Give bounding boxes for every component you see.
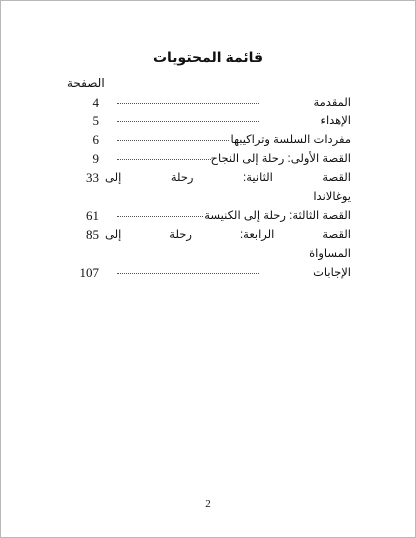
toc-entry[interactable] (63, 171, 351, 185)
toc-entry-continuation: يوغالاندا (313, 191, 351, 203)
toc-page-number: 4 (92, 95, 99, 110)
toc-page-number: 61 (86, 208, 99, 223)
toc-entry-label: القصة الرابعة: رحلة إلى (105, 229, 351, 241)
toc-entry-label: القصة الأولى: رحلة إلى النجاح (210, 153, 351, 165)
dot-leader (117, 273, 259, 274)
toc-entry[interactable] (63, 228, 351, 242)
toc-entry-label: مفردات السلسة وتراكيبها (230, 134, 351, 146)
toc-title: قائمة المحتويات (152, 49, 264, 65)
toc-entry[interactable] (63, 209, 351, 223)
toc-entry[interactable] (63, 96, 351, 110)
toc-page-number: 107 (79, 265, 99, 280)
toc-page-number: 85 (86, 227, 99, 242)
page-column-label: الصفحة (67, 76, 105, 90)
dot-leader (117, 103, 259, 104)
toc-entry[interactable] (63, 133, 351, 147)
toc-entry-label: الإجابات (313, 267, 351, 279)
toc-entry-label: القصة الثانية: رحلة إلى (105, 172, 351, 184)
toc-entry-label: القصة الثالثة: رحلة إلى الكنيسة (204, 210, 351, 222)
toc-entry-label: الإهداء (320, 115, 351, 127)
toc-entry[interactable] (63, 114, 351, 128)
toc-page-number: 33 (86, 170, 99, 185)
toc-entry[interactable] (63, 152, 351, 166)
dot-leader (117, 121, 259, 122)
toc-page-number: 5 (92, 113, 99, 128)
toc-entry-label: المقدمة (313, 97, 351, 109)
toc-page-number: 6 (92, 132, 99, 147)
page-number-footer: 2 (205, 498, 211, 510)
toc-page-number: 9 (92, 151, 99, 166)
toc-entry-continuation: المساواة (309, 248, 351, 260)
toc-entry[interactable] (63, 266, 351, 280)
